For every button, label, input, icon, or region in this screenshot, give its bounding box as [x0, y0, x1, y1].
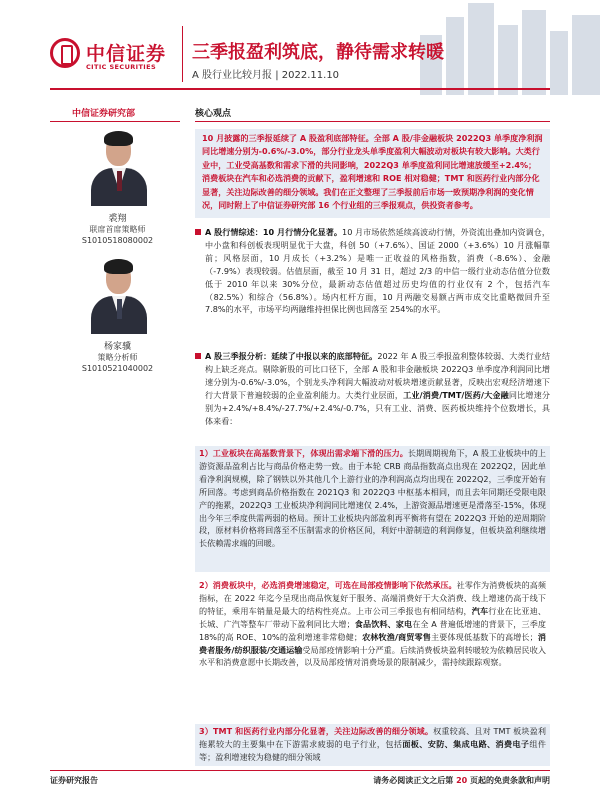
- summary-box: 10 月披露的三季报延续了 A 股盈利底部特征。全部 A 股/非金融板块 2022Q3 单季度净利润同比增速分别为-0.6%/-3.0%，部分行业龙头单季度盈利大幅波动对板块有较大影响。大类行业中，工业受高基数和需求下滑的共同影响，2022Q3 单季度盈利同比增速放缓至+2.4%；消费板块在汽车和必选消费的贡献下，盈利增速和 ROE 相对稳健；TMT 和医药行业内部分化显著，关注边际改善的细分领域。我们在正文整理了三季报前后市场一致预期净利润的变化情况，同时附上了中信证券研究部 16 个行业组的三季报观点，供投资者参考。: [195, 129, 550, 218]
- left-rule: [50, 121, 180, 122]
- footer-page-number: 20: [456, 776, 468, 785]
- sub2-body-e: 主要体现低基数下的高增长；: [430, 631, 538, 642]
- sub2-body-f: 受局部疫情影响十分严重。后续消费板块盈利转暖较为依赖居民收入水平和消费意愿中长期改善，以及局部疫情对消费场景的限制减少，需持续跟踪观察。: [199, 644, 546, 668]
- sub2-body-d: 在全 A 普遍低增速的背景下，三季度 18%的高 ROE、10%的盈利增速非常稳健；: [199, 618, 546, 642]
- para1-body: 10 月市场依然延续高波动行情，外资流出叠加内资调仓，中小盘和科创板表现明显优于大盘，科创 50（+7.6%）、国证 2000（+3.6%）10 月涨幅靠前；风格层面，10 月成长（+3.2%）是唯一正收益的风格指数，消费（-8.6%）、金融（-7.9%）表现较弱。估值层面，截至 10 月 31 日，超过 2/3 的中信一级行业动态估值分位数低于 2010 年以来 30%分位，最新动态估值超过历史均值的行业仅有 2 个，包括汽车（82.5%）和综合（56.8%）。场内杠杆方面，10 月两融交易额占两市成交比重略微回升至 7.8%的水平，市场平均两融维持担保比例也回落至 254%的水平。: [205, 227, 550, 315]
- sub3-segments: 面板、安防、集成电路、消费电子: [402, 738, 530, 749]
- sub2-auto: 汽车: [471, 605, 489, 616]
- paragraph-q3-analysis: [195, 350, 550, 444]
- analyst-code-1: S1010518080002: [81, 236, 154, 245]
- para2-lead: A 股三季报分析：延续了中报以来的底部特征。: [205, 351, 378, 361]
- core-rule: [195, 121, 550, 122]
- header-rule: [50, 88, 550, 90]
- analyst-role-1: 联席首席策略师: [89, 225, 146, 234]
- core-view-heading: 核心观点: [195, 109, 232, 119]
- report-date: 2022.11.10: [281, 70, 340, 81]
- footer-disclaimer-a: 请务必阅读正文之后第: [373, 776, 457, 785]
- research-dept-title: 中信证券研究部: [72, 109, 136, 119]
- report-title: 三季报盈利筑底，静待需求转暖: [192, 42, 444, 63]
- footer-disclaimer-b: 页起的免责条款和声明: [467, 776, 550, 785]
- sub1-body: 长期周期视角下，A 股工业板块中的上游资源品盈利占比与商品价格走势一致。由于本轮 CRB 商品指数高点出现在 2022Q2，因此单看净利润规模，除了钢铁以外其他几个上游行业的净利润高点均出现在 2022Q2，三季度开始有所回落。考虑到商品价格指数在 2021Q3 和 2022Q3 中枢基本相同，而且去年同期还受限电限产的拖累，2022Q3 工业板块净利润同比增速仅 2.4%，上游资源品增速更是滑落至-15%，体现出今年三季度供需两弱的格局。预计工业板块内部盈利再平衡将有望在 2022Q3 开始的逆周期阶段，原材料价格将回落至不压制需求的价格区间，利好中游制造的利润修复，但板块盈利继续增长依赖需求端的回暖。: [199, 448, 546, 549]
- brand-name-cn: 中信证券: [86, 43, 167, 65]
- subsection-consumer: [195, 578, 550, 722]
- bullet-square-icon: [195, 229, 201, 235]
- footer-rule: [50, 770, 550, 771]
- footer-label: 证券研究报告: [50, 776, 98, 785]
- subsection-industrial: [195, 446, 550, 572]
- analyst-role-2: 策略分析师: [97, 353, 138, 362]
- sub2-food-appliance: 食品饮料、家电: [354, 618, 413, 629]
- paragraph-market-review: [195, 226, 550, 356]
- report-type: A 股行业比较月报: [192, 70, 273, 81]
- sub3-body-c: 组件等；盈利增速较为稳健的细分领域: [199, 738, 546, 762]
- header-divider: [182, 26, 183, 82]
- sub2-agri-retail: 农林牧渔/商贸零售: [361, 631, 431, 642]
- sub2-body-a: 社零作为消费板块的高频指标，在 2022 年迄今呈现出商品恢复好于服务、高端消费好于大众消费、线上增速仍高于线下的特征，乘用车销量是最大的结构性亮点。上市公司三季报也有相同结构，: [199, 580, 546, 616]
- analyst-code-2: S1010521040002: [81, 364, 154, 373]
- sub3-heading: 3）TMT 和医药行业内部分化显著，关注边际改善的细分领域。: [199, 726, 434, 736]
- analyst-photo-2: [86, 256, 152, 334]
- para2-body-c: 同比增速分别为+2.4%/+8.4%/-27.7%/+2.4%/-0.7%，只有工业、消费、医药板块维持个位数增长，具体来看：: [205, 389, 550, 426]
- report-header: [0, 0, 600, 95]
- brand-name-en: CITIC SECURITIES: [86, 63, 157, 71]
- para2-body-a: 2022 年 A 股三季报盈利整体较弱、大类行业结构上缺乏亮点。剔除新股的可比口径下，全部 A 股和非金融板块 2022Q3 单季度净利润同比增速分别为-0.6%/-3.0%，个别龙头净利润大幅波动对板块增速贡献显著，反映出宏观经济增速下行大背景下普遍较弱的企业盈利能力。大类行业层面，: [205, 351, 550, 400]
- sub2-body-c: 行业在比亚迪、长城、广汽等整车厂带动下盈利同比大增；: [199, 605, 546, 629]
- sub2-services: 消费者服务/纺织服装/交通运输: [199, 631, 546, 655]
- sub3-body-a: 权重较高、且对 TMT 板块盈利拖累较大的主要集中在下游需求疲弱的电子行业，包括: [199, 726, 546, 749]
- report-subtitle: A 股行业比较月报 | 2022.11.10: [192, 70, 340, 81]
- sub2-heading: 2）消费板块中，必选消费增速稳定，可选在局部疫情影响下依然承压。: [199, 580, 457, 590]
- bullet-square-icon: [195, 353, 201, 359]
- analyst-photo-1: [86, 128, 152, 206]
- para1-lead: A 股行情综述：10 月行情分化显著。: [205, 227, 343, 237]
- para2-sectors: 工业/消费/TMT/医药/大金融: [403, 389, 509, 400]
- subsection-tmt-pharma: [195, 724, 550, 766]
- citic-logo: [50, 38, 188, 72]
- sub1-heading: 1）工业板块在高基数背景下，体现出需求端下滑的压力。: [199, 448, 408, 458]
- analyst-name-2: 杨家骥: [103, 342, 131, 352]
- citic-logo-icon: [50, 38, 80, 68]
- footer-disclaimer: [373, 775, 550, 786]
- analyst-name-1: 裘翔: [108, 214, 127, 224]
